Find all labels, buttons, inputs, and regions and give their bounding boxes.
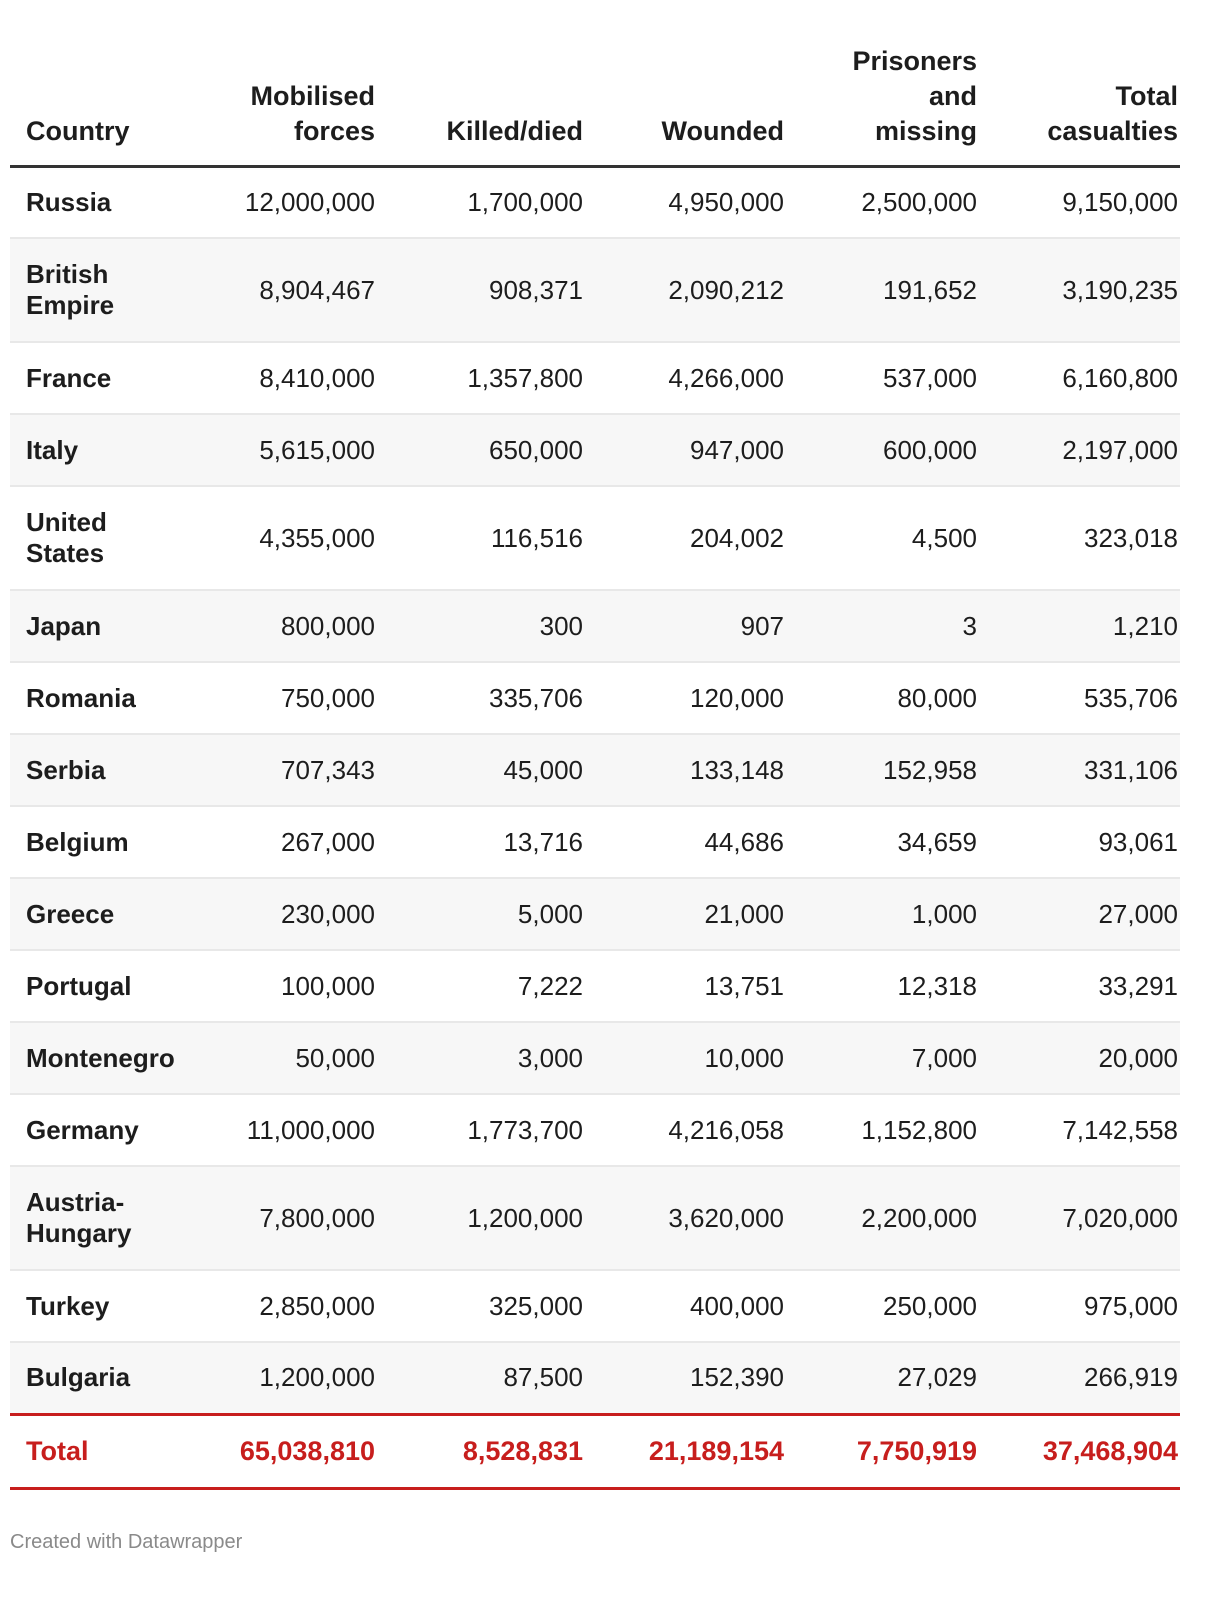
country-cell <box>10 238 205 342</box>
killed-cell: 1,773,700 <box>375 1094 583 1166</box>
table-row <box>10 166 1180 238</box>
country-cell <box>10 1166 205 1270</box>
table-footer <box>10 1414 1180 1488</box>
table-row <box>10 734 1180 806</box>
killed-cell: 13,716 <box>375 806 583 878</box>
mobilised-cell: 2,850,000 <box>205 1270 375 1342</box>
casualties-table <box>10 0 1180 1490</box>
mobilised-cell: 8,410,000 <box>205 342 375 414</box>
mobilised-cell: 267,000 <box>205 806 375 878</box>
country-name: France <box>26 362 112 393</box>
table-row <box>10 486 1180 590</box>
country-name: Montenegro <box>26 1042 175 1073</box>
wounded-cell: 21,000 <box>583 878 784 950</box>
mobilised-cell: 50,000 <box>205 1022 375 1094</box>
header-prisoners[interactable] <box>784 0 977 166</box>
country-name: Belgium <box>26 826 129 857</box>
country-cell <box>10 806 205 878</box>
killed-cell: 1,700,000 <box>375 166 583 238</box>
mobilised-cell: 12,000,000 <box>205 166 375 238</box>
country-cell <box>10 734 205 806</box>
mobilised-cell: 8,904,467 <box>205 238 375 342</box>
country-name: Bulgaria <box>26 1362 131 1393</box>
total-casualties-cell: 535,706 <box>977 662 1180 734</box>
country-cell <box>10 166 205 238</box>
prisoners-cell: 12,318 <box>784 950 977 1022</box>
table-row <box>10 1022 1180 1094</box>
wounded-cell: 947,000 <box>583 414 784 486</box>
killed-cell: 335,706 <box>375 662 583 734</box>
header-prisoners-line3: missing <box>874 115 977 146</box>
country-name: Italy <box>26 434 79 465</box>
table-row <box>10 878 1180 950</box>
wounded-cell: 3,620,000 <box>583 1166 784 1270</box>
table-row <box>10 1166 1180 1270</box>
header-country[interactable] <box>10 0 205 166</box>
killed-cell: 908,371 <box>375 238 583 342</box>
total-casualties-cell: 7,020,000 <box>977 1166 1180 1270</box>
prisoners-cell: 250,000 <box>784 1270 977 1342</box>
prisoners-cell: 600,000 <box>784 414 977 486</box>
killed-cell: 325,000 <box>375 1270 583 1342</box>
killed-cell: 5,000 <box>375 878 583 950</box>
header-country-label: Country <box>26 115 130 146</box>
prisoners-cell: 7,000 <box>784 1022 977 1094</box>
total-casualties-cell: 3,190,235 <box>977 238 1180 342</box>
mobilised-cell: 100,000 <box>205 950 375 1022</box>
wounded-cell: 133,148 <box>583 734 784 806</box>
wounded-cell: 2,090,212 <box>583 238 784 342</box>
wounded-cell: 4,950,000 <box>583 166 784 238</box>
total-casualties-cell: 2,197,000 <box>977 414 1180 486</box>
wounded-cell: 10,000 <box>583 1022 784 1094</box>
wounded-cell: 13,751 <box>583 950 784 1022</box>
killed-cell: 116,516 <box>375 486 583 590</box>
country-name: Russia <box>26 186 112 217</box>
total-casualties-cell: 1,210 <box>977 590 1180 662</box>
killed-cell: 45,000 <box>375 734 583 806</box>
total-casualties-cell: 93,061 <box>977 806 1180 878</box>
killed-cell: 650,000 <box>375 414 583 486</box>
country-cell <box>10 1270 205 1342</box>
prisoners-cell: 34,659 <box>784 806 977 878</box>
table-row <box>10 238 1180 342</box>
killed-cell: 7,222 <box>375 950 583 1022</box>
total-row <box>10 1414 1180 1488</box>
table-row <box>10 1270 1180 1342</box>
total-casualties-cell: 7,142,558 <box>977 1094 1180 1166</box>
prisoners-cell: 537,000 <box>784 342 977 414</box>
wounded-cell: 152,390 <box>583 1342 784 1414</box>
total-casualties-cell: 975,000 <box>977 1270 1180 1342</box>
header-killed-label: Killed/died <box>446 115 583 146</box>
wounded-cell: 120,000 <box>583 662 784 734</box>
header-total[interactable] <box>977 0 1180 166</box>
mobilised-cell: 7,800,000 <box>205 1166 375 1270</box>
prisoners-cell: 1,000 <box>784 878 977 950</box>
table-row <box>10 806 1180 878</box>
prisoners-cell: 27,029 <box>784 1342 977 1414</box>
country-name-line2: States <box>26 538 105 568</box>
table-row <box>10 1342 1180 1414</box>
country-name-line2: Empire <box>26 290 115 320</box>
country-cell <box>10 486 205 590</box>
total-casualties-cell: 331,106 <box>977 734 1180 806</box>
country-name: Greece <box>26 898 115 929</box>
total-casualties: 37,468,904 <box>977 1414 1180 1488</box>
header-total-line1: Total <box>1115 80 1178 111</box>
wounded-cell: 4,216,058 <box>583 1094 784 1166</box>
total-killed: 8,528,831 <box>375 1414 583 1488</box>
country-name-line2: Hungary <box>26 1218 132 1248</box>
mobilised-cell: 800,000 <box>205 590 375 662</box>
mobilised-cell: 707,343 <box>205 734 375 806</box>
header-killed[interactable] <box>375 0 583 166</box>
killed-cell: 1,200,000 <box>375 1166 583 1270</box>
country-name: Germany <box>26 1114 139 1145</box>
header-mobilised-line1: Mobilised <box>250 80 375 111</box>
header-wounded-label: Wounded <box>661 115 784 146</box>
country-name: Japan <box>26 610 102 641</box>
wounded-cell: 400,000 <box>583 1270 784 1342</box>
killed-cell: 300 <box>375 590 583 662</box>
country-cell <box>10 590 205 662</box>
total-casualties-cell: 9,150,000 <box>977 166 1180 238</box>
table-row <box>10 414 1180 486</box>
total-casualties-cell: 6,160,800 <box>977 342 1180 414</box>
total-casualties-cell: 323,018 <box>977 486 1180 590</box>
mobilised-cell: 1,200,000 <box>205 1342 375 1414</box>
table-row <box>10 1094 1180 1166</box>
prisoners-cell: 191,652 <box>784 238 977 342</box>
mobilised-cell: 4,355,000 <box>205 486 375 590</box>
table-row <box>10 950 1180 1022</box>
header-total-line2: casualties <box>1047 115 1178 146</box>
prisoners-cell: 80,000 <box>784 662 977 734</box>
total-wounded: 21,189,154 <box>583 1414 784 1488</box>
header-wounded[interactable] <box>583 0 784 166</box>
total-casualties-cell: 266,919 <box>977 1342 1180 1414</box>
country-cell <box>10 1022 205 1094</box>
total-casualties-cell: 20,000 <box>977 1022 1180 1094</box>
table-row <box>10 342 1180 414</box>
country-cell <box>10 342 205 414</box>
country-cell <box>10 950 205 1022</box>
wounded-cell: 204,002 <box>583 486 784 590</box>
country-cell <box>10 1342 205 1414</box>
killed-cell: 3,000 <box>375 1022 583 1094</box>
table-row <box>10 590 1180 662</box>
country-name: Serbia <box>26 754 106 785</box>
country-name: Turkey <box>26 1290 110 1321</box>
country-cell <box>10 662 205 734</box>
total-mobilised: 65,038,810 <box>205 1414 375 1488</box>
table-row <box>10 662 1180 734</box>
country-name: British <box>26 259 109 289</box>
mobilised-cell: 11,000,000 <box>205 1094 375 1166</box>
total-label: Total <box>10 1414 205 1488</box>
country-name: United <box>26 507 107 537</box>
country-name: Portugal <box>26 970 132 1001</box>
wounded-cell: 4,266,000 <box>583 342 784 414</box>
header-mobilised-line2: forces <box>293 115 375 146</box>
mobilised-cell: 230,000 <box>205 878 375 950</box>
country-cell <box>10 414 205 486</box>
killed-cell: 1,357,800 <box>375 342 583 414</box>
wounded-cell: 907 <box>583 590 784 662</box>
header-prisoners-line1: Prisoners <box>852 45 977 76</box>
prisoners-cell: 3 <box>784 590 977 662</box>
table-container <box>10 0 1180 1490</box>
datawrapper-credit[interactable]: Created with Datawrapper <box>10 1531 243 1553</box>
prisoners-cell: 4,500 <box>784 486 977 590</box>
header-prisoners-line2: and <box>928 80 977 111</box>
prisoners-cell: 152,958 <box>784 734 977 806</box>
table-header <box>10 0 1180 166</box>
country-name: Romania <box>26 682 136 713</box>
header-mobilised[interactable] <box>205 0 375 166</box>
prisoners-cell: 2,200,000 <box>784 1166 977 1270</box>
country-name: Austria- <box>26 1187 125 1217</box>
country-cell <box>10 878 205 950</box>
header-row <box>10 0 1180 166</box>
total-prisoners: 7,750,919 <box>784 1414 977 1488</box>
total-casualties-cell: 27,000 <box>977 878 1180 950</box>
country-cell <box>10 1094 205 1166</box>
mobilised-cell: 750,000 <box>205 662 375 734</box>
total-casualties-cell: 33,291 <box>977 950 1180 1022</box>
prisoners-cell: 1,152,800 <box>784 1094 977 1166</box>
killed-cell: 87,500 <box>375 1342 583 1414</box>
wounded-cell: 44,686 <box>583 806 784 878</box>
mobilised-cell: 5,615,000 <box>205 414 375 486</box>
prisoners-cell: 2,500,000 <box>784 166 977 238</box>
table-body <box>10 166 1180 1414</box>
